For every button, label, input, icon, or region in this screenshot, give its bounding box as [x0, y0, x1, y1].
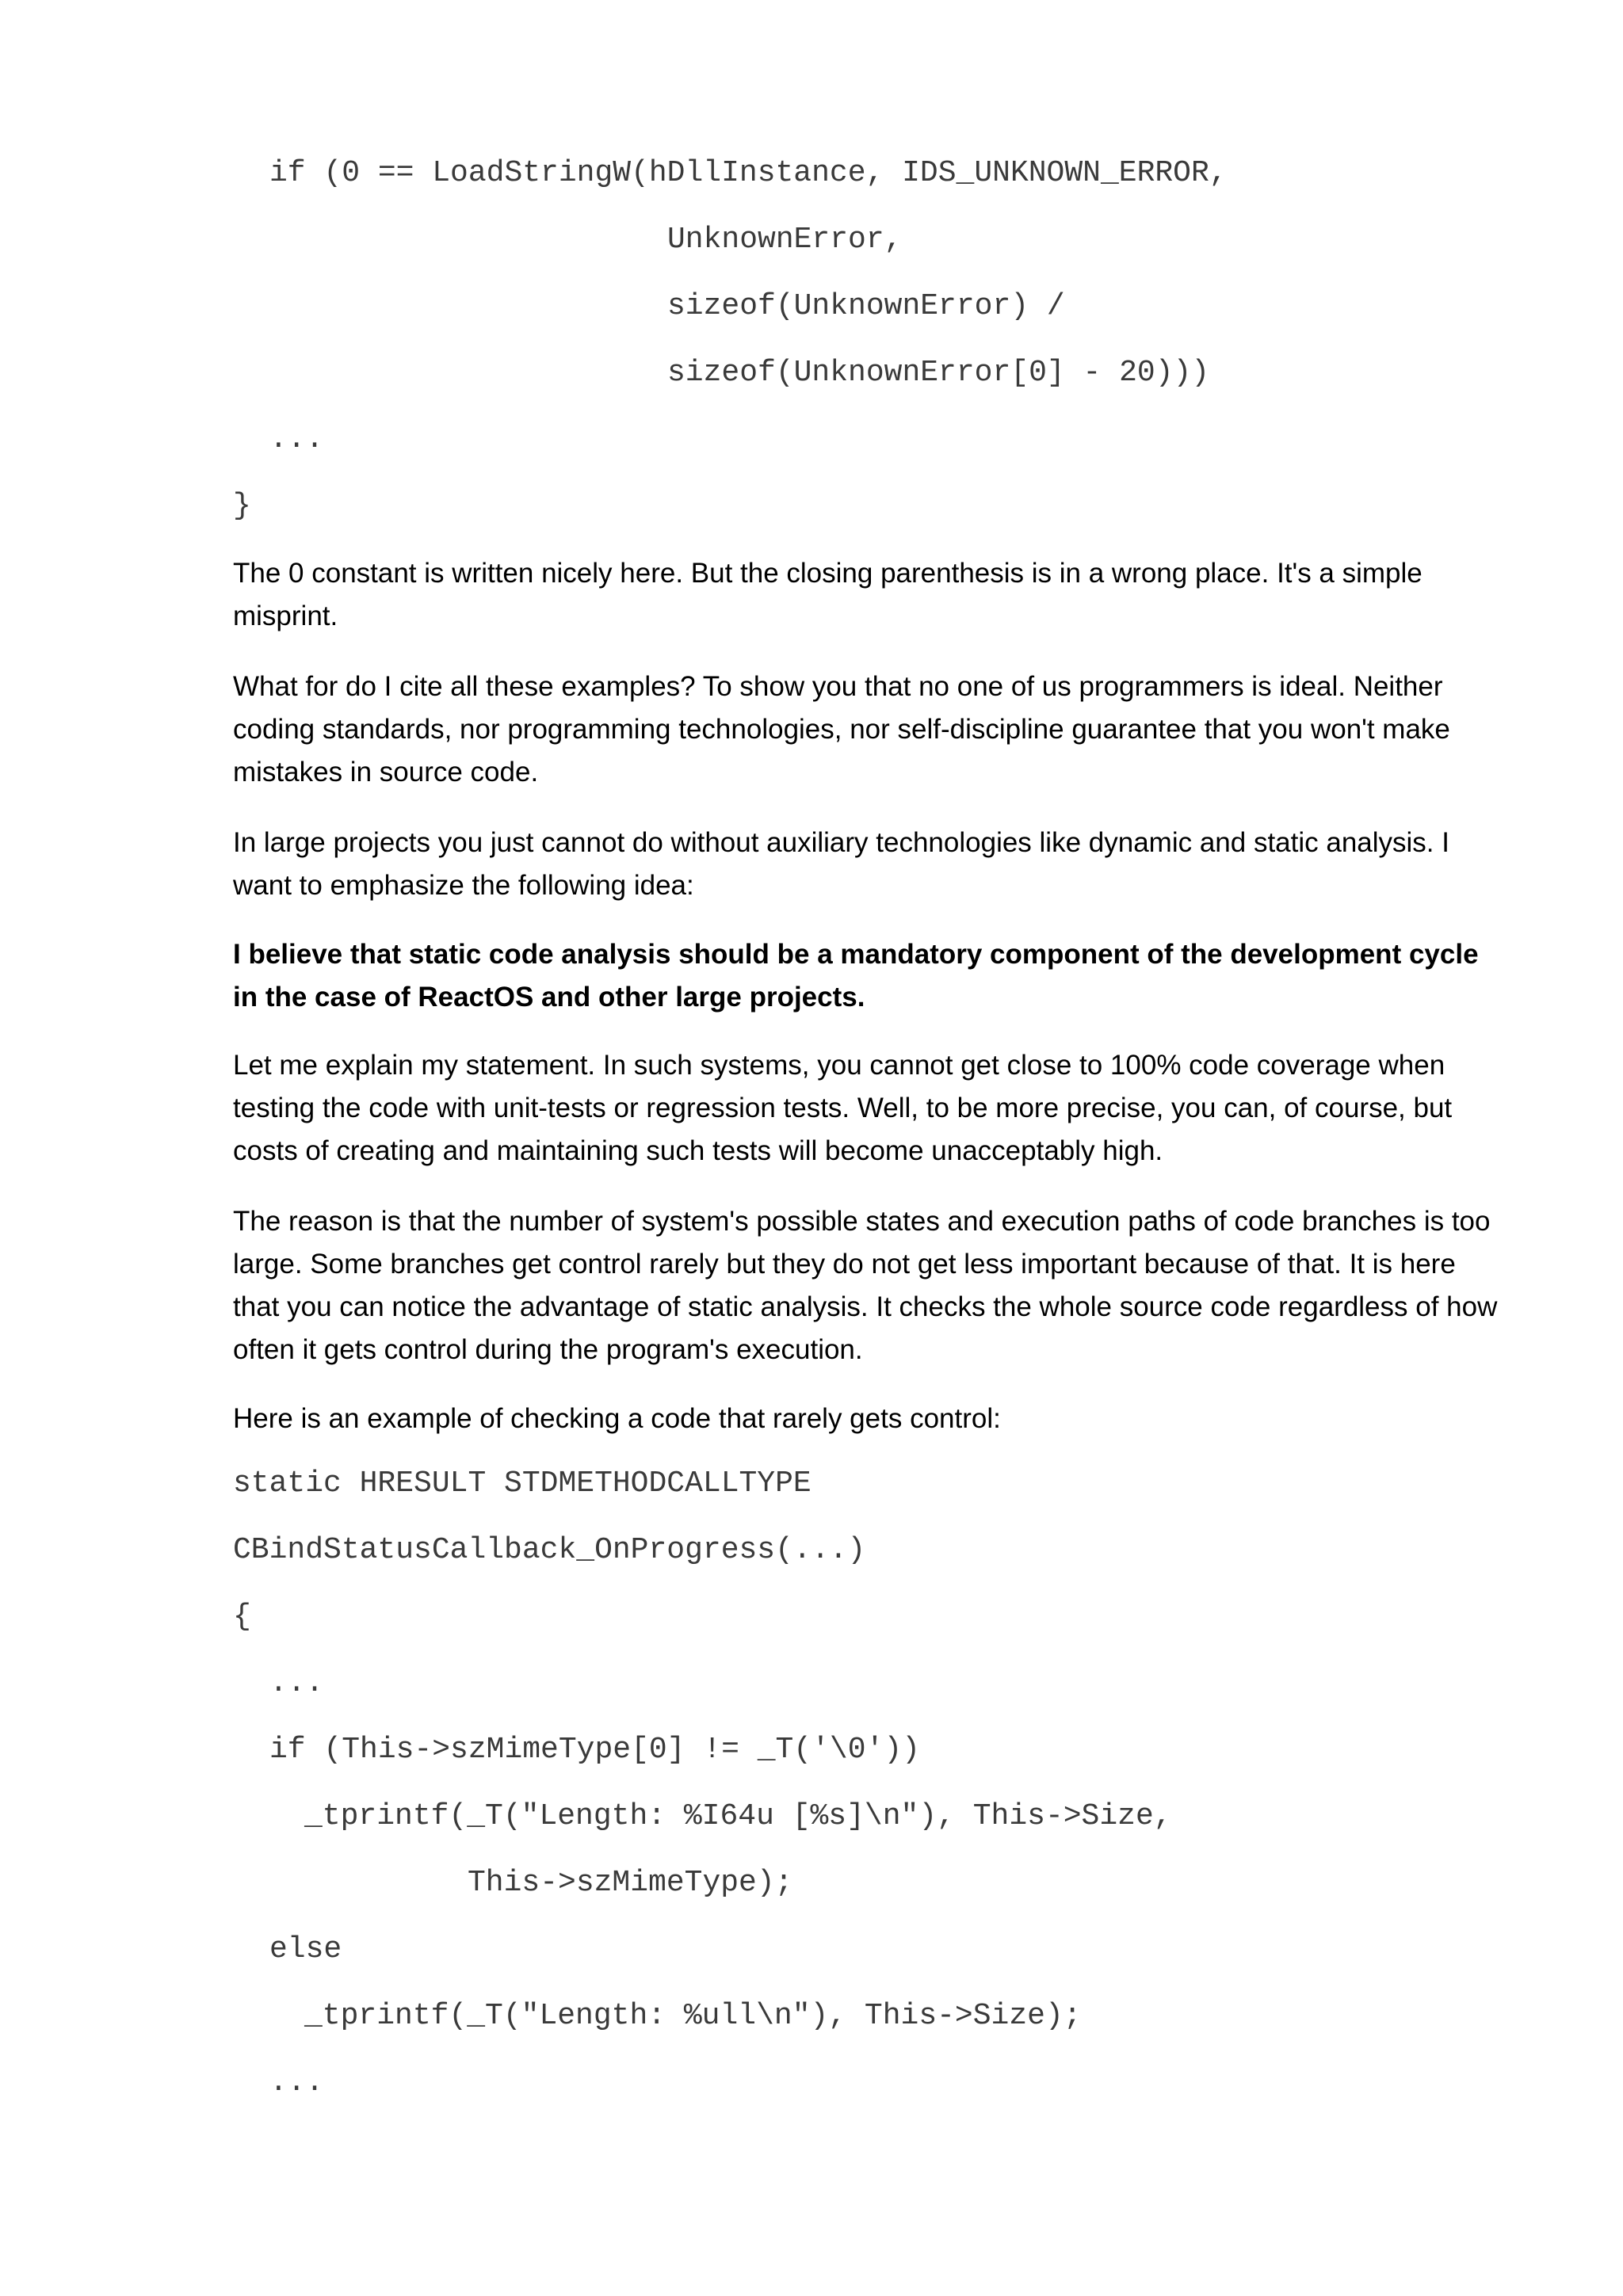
code-line: if (This->szMimeType[0] != _T('\0')) — [269, 1733, 920, 1767]
code-line: CBindStatusCallback_OnProgress(...) — [233, 1533, 866, 1567]
code-line: static HRESULT STDMETHODCALLTYPE — [233, 1466, 812, 1501]
paragraph: Let me explain my statement. In such systems, you cannot get close to 100% code coverage when testing the code with unit-tests or regression tests. Well, to be more precise, you can, of course, but costs of creating and maintaining such tests will become unacceptably high. — [233, 1050, 1453, 1166]
code-line: else — [269, 1932, 342, 1966]
code-line: { — [233, 1600, 251, 1634]
code-line: sizeof(UnknownError) / — [667, 289, 1065, 323]
paragraph: The 0 constant is written nicely here. But the closing parenthesis is in a wrong place. It's a simple misprint. — [233, 558, 1423, 631]
code-line: ... — [269, 1666, 324, 1700]
code-line: _tprintf(_T("Length: %I64u [%s]\n"), This->Size, — [304, 1799, 1172, 1833]
code-line: if (0 == LoadStringW(hDllInstance, IDS_UNKNOWN_ERROR, — [269, 156, 1228, 190]
code-line: ... — [269, 2065, 324, 2100]
paragraph: What for do I cite all these examples? To show you that no one of us programmers is ideal. Neither coding standards, nor programming technologies, nor self-discipline guarantee that you won't make mistakes in source code. — [233, 671, 1450, 788]
bold-statement: I believe that static code analysis should be a mandatory component of the development cycle in the case of ReactOS and other large projects. — [233, 939, 1479, 1013]
code-line: } — [233, 489, 251, 523]
code-line: This->szMimeType); — [468, 1866, 793, 1900]
code-line: ... — [269, 422, 324, 456]
code-line: sizeof(UnknownError[0] - 20))) — [667, 356, 1210, 390]
code-line: _tprintf(_T("Length: %ull\n"), This->Size); — [304, 1999, 1082, 2033]
paragraph: Here is an example of checking a code that rarely gets control: — [233, 1403, 1001, 1434]
paragraph: In large projects you just cannot do without auxiliary technologies like dynamic and static analysis. I want to emphasize the following idea: — [233, 827, 1449, 901]
code-line: UnknownError, — [667, 223, 903, 257]
paragraph: The reason is that the number of system's possible states and execution paths of code branches is too large. Some branches get control rarely but they do not get less important because of that. It is here that you can notice the advantage of static analysis. It checks the whole source code regardless of how often it gets control during the program's execution. — [233, 1206, 1498, 1365]
